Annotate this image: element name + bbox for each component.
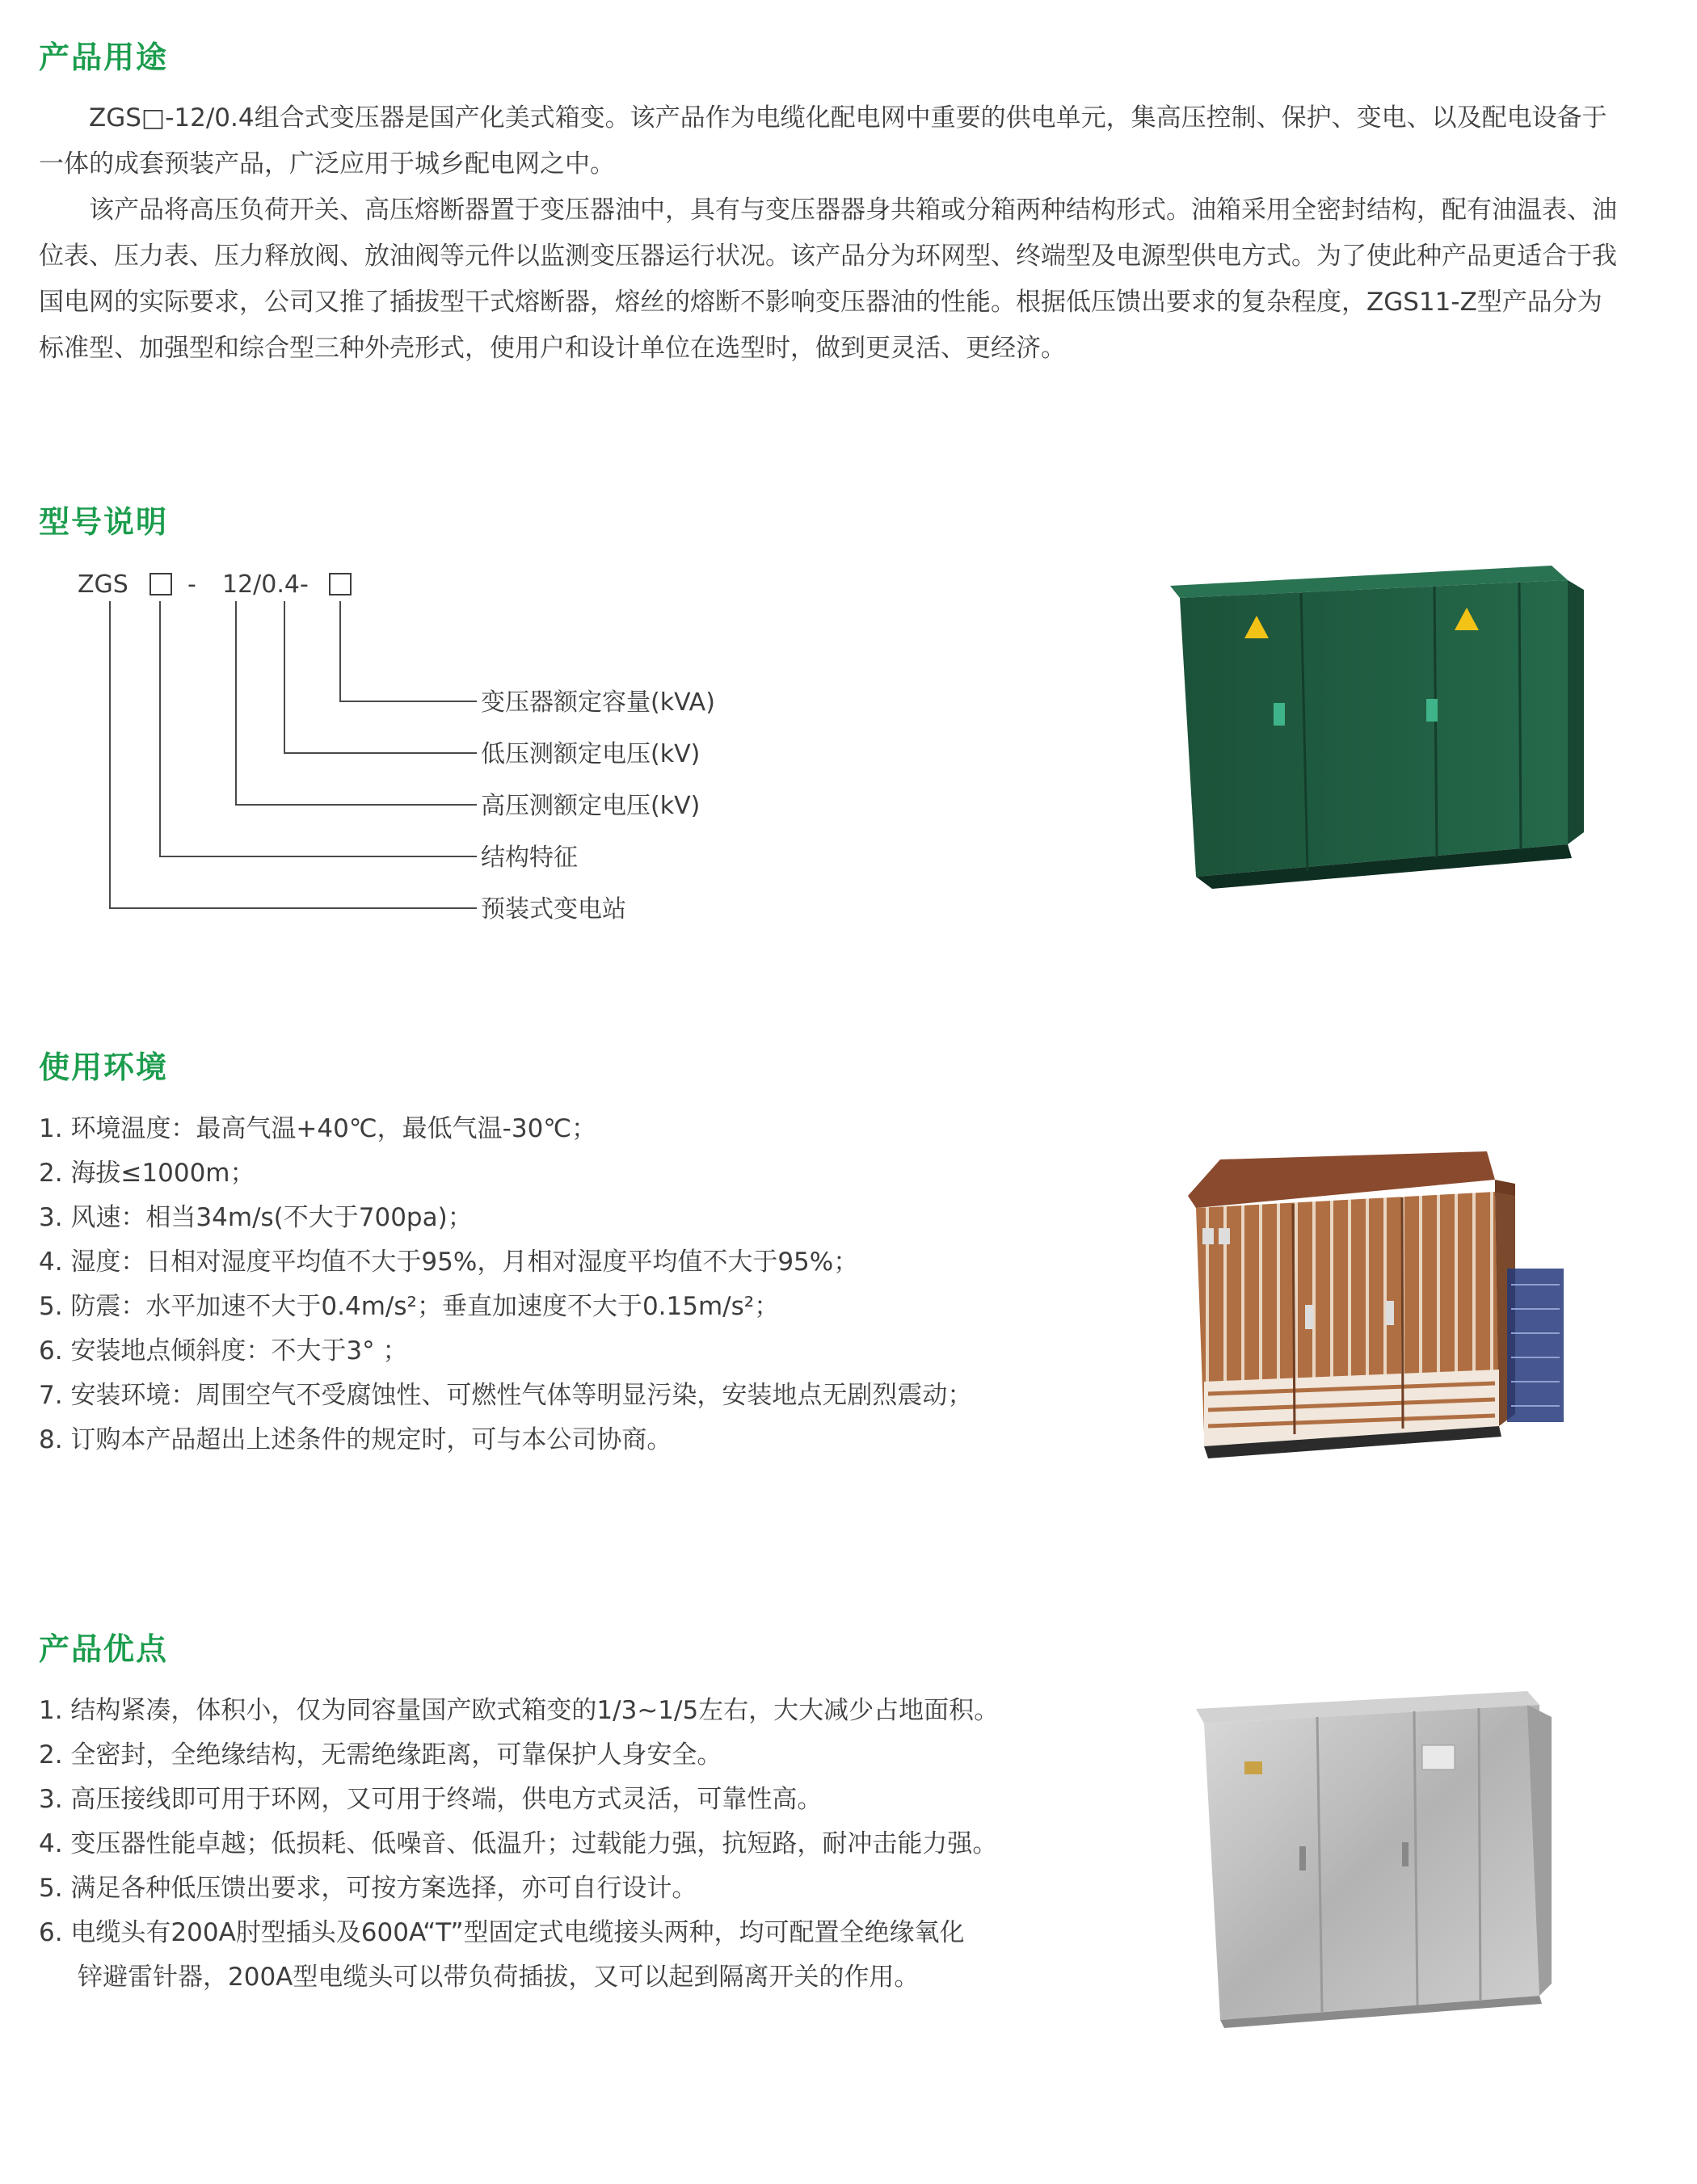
usage-text bbox=[39, 95, 1623, 372]
environment-item: 2. 海拔≤1000m； bbox=[39, 1159, 255, 1188]
section-title-usage: 产品用途 bbox=[39, 40, 169, 75]
section-title-model: 型号说明 bbox=[39, 504, 169, 540]
green-transformer-image bbox=[1164, 558, 1584, 889]
model-code-diagram bbox=[73, 566, 784, 937]
model-leader-lines bbox=[110, 601, 477, 908]
model-legend-substation: 预装式变电站 bbox=[481, 895, 626, 924]
section-title-environment: 使用环境 bbox=[39, 1050, 169, 1085]
environment-item: 6. 安装地点倾斜度：不大于3° ； bbox=[39, 1336, 408, 1366]
section-title-advantages: 产品优点 bbox=[39, 1631, 169, 1667]
environment-item: 5. 防震：水平加速不大于0.4m/s²；垂直加速度不大于0.15m/s²； bbox=[39, 1292, 780, 1321]
model-code-dash: - bbox=[187, 570, 196, 599]
advantage-item: 4. 变压器性能卓越；低损耗、低噪音、低温升；过载能力强，抗短路，耐冲击能力强。 bbox=[39, 1829, 998, 1858]
environment-item: 8. 订购本产品超出上述条件的规定时，可与本公司协商。 bbox=[39, 1425, 672, 1454]
model-legend-hv-voltage: 高压测额定电压(kV) bbox=[481, 792, 701, 820]
environment-item: 4. 湿度：日相对湿度平均值不大于95%，月相对湿度平均值不大于95%； bbox=[39, 1248, 859, 1277]
advantage-item: 3. 高压接线即可用于环网，又可用于终端，供电方式灵活，可靠性高。 bbox=[39, 1785, 823, 1814]
model-legend-capacity: 变压器额定容量(kVA) bbox=[481, 688, 715, 717]
model-code-box-2 bbox=[330, 574, 351, 595]
advantages-list bbox=[39, 1689, 999, 2000]
advantage-item: 5. 满足各种低压馈出要求，可按方案选择，亦可自行设计。 bbox=[39, 1874, 697, 1903]
model-code-prefix: ZGS bbox=[78, 570, 128, 599]
model-code-mid: 12/0.4- bbox=[222, 570, 309, 599]
model-legend-structure: 结构特征 bbox=[481, 844, 578, 872]
advantage-item: 6. 电缆头有200A肘型插头及600A“T”型固定式电缆接头两种，均可配置全绝缘氧化 bbox=[39, 1918, 965, 1947]
model-code-box-1 bbox=[150, 574, 171, 595]
advantage-item: 1. 结构紧凑，体积小，仅为同容量国产欧式箱变的1/3~1/5左右，大大减少占地面积。 bbox=[39, 1696, 1000, 1725]
steel-transformer-image bbox=[1196, 1685, 1552, 2032]
environment-list bbox=[39, 1107, 972, 1462]
environment-item: 1. 环境温度：最高气温+40℃，最低气温-30℃； bbox=[39, 1114, 597, 1143]
advantage-item-continued: 锌避雷针器，200A型电缆头可以带负荷插拔，又可以起到隔离开关的作用。 bbox=[78, 1963, 920, 1992]
wood-transformer-image bbox=[1188, 1147, 1576, 1487]
environment-item: 3. 风速：相当34m/s(不大于700pa)； bbox=[39, 1203, 473, 1232]
environment-item: 7. 安装环境：周围空气不受腐蚀性、可燃性气体等明显污染，安装地点无剧烈震动； bbox=[39, 1381, 973, 1410]
model-legend-lv-voltage: 低压测额定电压(kV) bbox=[481, 740, 701, 768]
usage-paragraph-2: 该产品将高压负荷开关、高压熔断器置于变压器油中，具有与变压器器身共箱或分箱两种结构形式。油箱采用全密封结构，配有油温表、油位表、压力表、压力释放阀、放油阀等元件以监测变压器运行状况。该产品分为环网型、终端型及电源型供电方式。为了使此种产品更适合于我国电网的实际要求，公司又推了插拔型干式熔断器，熔丝的熔断不影响变压器油的性能。根据低压馈出要求的复杂程度，ZGS11-Z型产品分为标准型、加强型和综合型三种外壳形式，使用户和设计单位在选型时，做到更灵活、更经济。 bbox=[39, 196, 1617, 363]
usage-paragraph-1: ZGS□-12/0.4组合式变压器是国产化美式箱变。该产品作为电缆化配电网中重要的供电单元，集高压控制、保护、变电、以及配电设备于一体的成套预装产品，广泛应用于城乡配电网之中。 bbox=[39, 103, 1607, 179]
advantage-item: 2. 全密封，全绝缘结构，无需绝缘距离，可靠保护人身安全。 bbox=[39, 1740, 722, 1770]
